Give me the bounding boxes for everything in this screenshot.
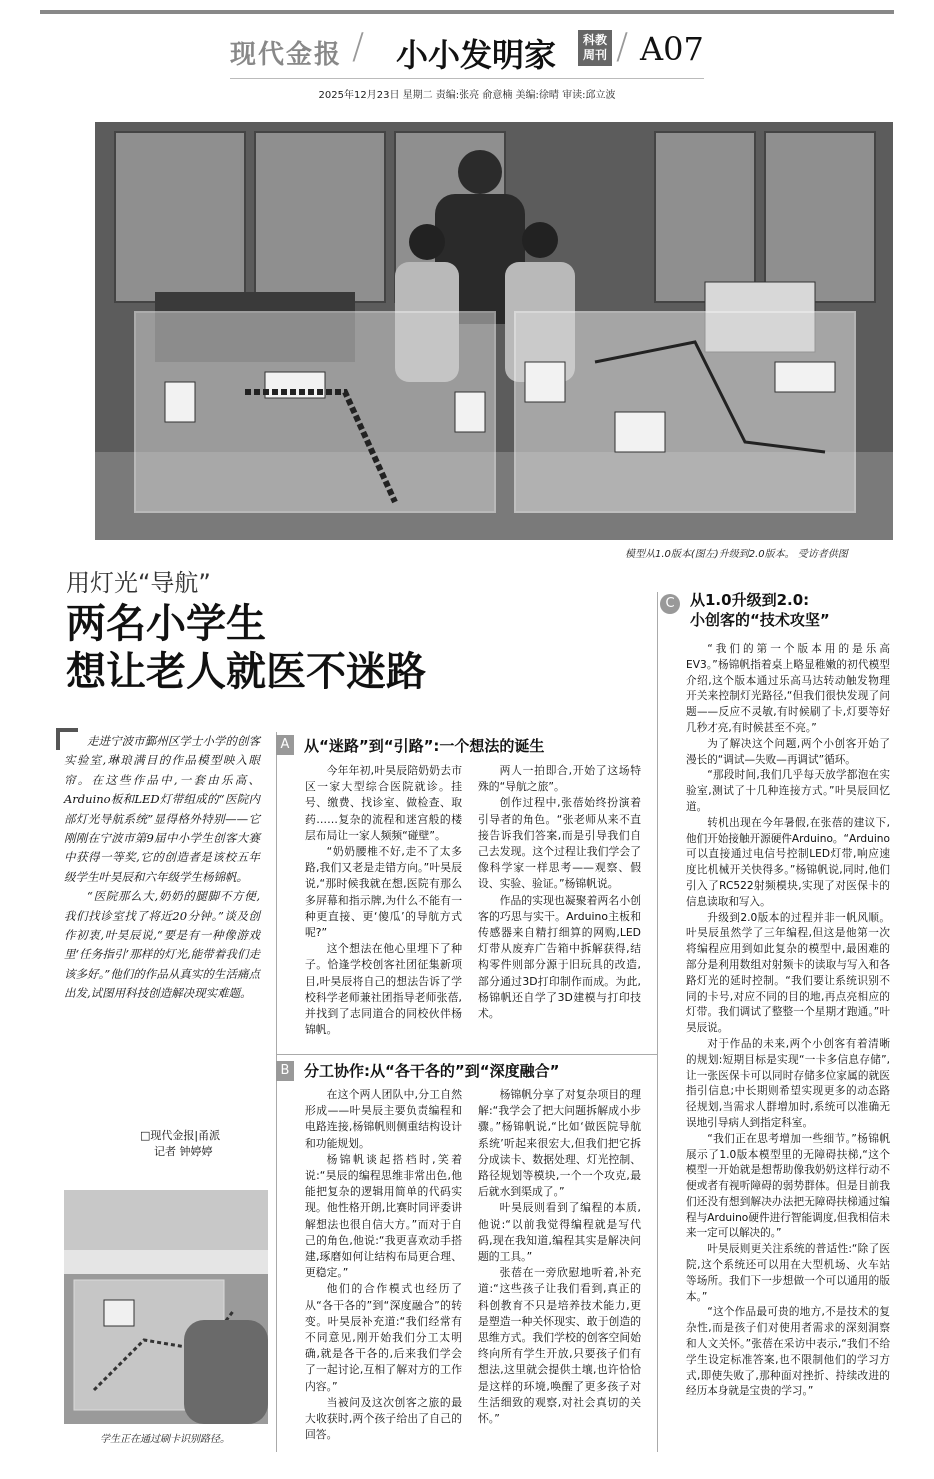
dateline: 2025年12月23日 星期二 责编:张亮 俞意楠 美编:徐晴 审读:邱立波 xyxy=(318,90,616,101)
byline-source: □现代金报|甬派 xyxy=(140,1129,221,1142)
lead-paragraph: 走进宁波市鄞州区学士小学的创客实验室,琳琅满目的作品模型映入眼帘。在这些作品中,一套由乐高、Arduino板和LED灯带组成的“医院内部灯光导航系统”显得格外特别——它刚刚在宁波市第9届中小学生创客大赛中获得一等奖,它的创造者是该校五年级学生叶昊辰和六年级学生杨锦帆。 xyxy=(64,734,260,884)
section-a-column-2: 两人一拍即合,开始了这场特殊的“导航之旅”。 创作过程中,张蓓始终扮演着引导者的角色。“张老师从来不直接告诉我们答案,而是引导我们自己去发现。这个过程让我们学会了像科学家一样思考——观察、假设、实验、验证。”杨锦帆说。 作品的实现也凝聚着两名小创客的巧思与实干。Arduino主板和传感器来自精打细算的网购,LED灯带从废弃广告箱中拆解获得,结构零件则部分源于旧玩具的改造,部分通过3D打印制作而成。为此,杨锦帆还自学了3D建模与打印技术。 xyxy=(478,764,641,1021)
section-badge: 科教 周刊 xyxy=(578,30,612,66)
section-b-column-2: 杨锦帆分享了对复杂项目的理解:“我学会了把大问题拆解成小步骤。”杨锦帆说,“比如‘做医院导航系统’听起来很宏大,但我们把它拆分成读卡、数据处理、灯光控制、路径规划等模块,一个一个攻克,最后就水到渠成了。” 叶昊辰则看到了编程的本质,他说:“以前我觉得编程就是写代码,现在我知道,编程其实是解决问题的工具。” 张蓓在一旁欣慰地听着,补充道:“这些孩子让我们看到,真正的科创教育不只是培养技术能力,更是塑造一种关怀现实、敢于创造的思维方式。我们学校的创客空间始终向所有学生开放,只要孩子们有想法,这里就会提供土壤,也许恰恰是这样的环境,唤醒了更多孩子对生活细致的观察,对社会真切的关怀。” xyxy=(478,1088,641,1426)
main-photo-illustration xyxy=(95,122,893,540)
lead-corner-mark xyxy=(56,728,78,750)
section-c-column: “我们的第一个版本用的是乐高EV3。”杨锦帆指着桌上略显稚嫩的初代模型介绍,这个版本通过乐高马达转动触发物理开关来控制灯光路径,“但我们很快发现了问题——反应不灵敏,有时候刷了卡,灯要等好几秒才亮,有时候甚至不亮。” 为了解决这个问题,两个小创客开始了漫长的“调试—失败—再调试”循环。 “那段时间,我们几乎每天放学都泡在实验室,测试了十几种连接方式。”叶昊辰回忆道。 转机出现在今年暑假,在张蓓的建议下,他们开始接触开源硬件Arduino。“Arduino可以直接通过电信号控制LED灯带,响应速度比机械开关快得多。”杨锦帆说,同时,他们引入了RC522射频模块,实现了对医保卡的信息读取和写入。 升级到2.0版本的过程并非一帆风顺。叶昊辰虽然学了三年编程,但这是他第一次将编程应用到如此复杂的模型中,最困难的部分是利用数组对射频卡的读取与写入和各路灯光的延时控制。“我们要让系统识别不同的卡号,对应不同的目的地,再点亮相应的灯带。我们调试了整整一个星期才跑通。”叶昊辰说。 对于作品的未来,两个小创客有着清晰的规划:短期目标是实现“一卡多信息存储”,让一张医保卡可以同时存储多位家属的就医指引信息;中长期则希望实现更多的动态路径规划,当需求人群增加时,系统可以准确无误地引导病人到指定科室。 “我们正在思考增加一些细节。”杨锦帆展示了1.0版本模型里的无障碍扶梯,“这个模型一开始就是想帮助像我奶奶这样行动不便或者有视听障碍的弱势群体。但是目前我们还没有想到解决办法把无障碍扶梯通过编程与Arduino硬件进行智能调度,但我相信未来一定可以解决的。” 叶昊辰则更关注系统的普适性:“除了医院,这个系统还可以用在大型机场、火车站等场所。我们下一步想做一个可以通用的版本。” “这个作品最可贵的地方,不是技术的复杂性,而是孩子们对使用者需求的深刻洞察和人文关怀。”张蓓在采访中表示,“我们不给学生设定标准答案,也不限制他们的学习方式,即使失败了,那种面对挫折、持续改进的经历本身就是宝贵的学习。” xyxy=(686,643,891,1398)
section-divider xyxy=(276,1054,657,1055)
section-a-column-1: 今年年初,叶昊辰陪奶奶去市区一家大型综合医院就诊。挂号、缴费、找诊室、做检查、取药……复杂的流程和迷宫般的楼层布局让一家人频频“碰壁”。 “奶奶腰椎不好,走不了太多路,我们又老是走错方向。”叶昊辰说,“那时候我就在想,医院有那么多屏幕和指示牌,为什么不能有一种更直接、更‘傻瓜’的导航方式呢?” 这个想法在他心里埋下了种子。恰逢学校创客社团征集新项目,叶昊辰将自己的想法告诉了学校科学老师兼社团指导老师张蓓,并找到了志同道合的同校伙伴杨锦帆。 xyxy=(305,764,462,1037)
lead-paragraphs xyxy=(64,732,260,1004)
kicker: 用灯光“导航” xyxy=(66,569,211,597)
section-b-column-1: 在这个两人团队中,分工自然形成——叶昊辰主要负责编程和电路连接,杨锦帆则侧重结构设计和功能规划。 杨锦帆谈起搭档时,笑着说:“昊辰的编程思维非常出色,他能把复杂的逻辑用简单的代码实现。他性格开朗,比赛时同评委讲解想法也很自信大方。”而对于自己的角色,他说:“我更喜欢动手搭建,琢磨如何让结构布局更合理、更稳定。” 他们的合作模式也经历了从“各干各的”到“深度融合”的转变。叶昊辰补充道:“我们经常有不同意见,刚开始我们分工太明确,就是各干各的,后来我们学会了一起讨论,互相了解对方的工作内容。” 当被问及这次创客之旅的最大收获时,两个孩子给出了自己的回答。 xyxy=(305,1088,462,1442)
section-c-marker: C xyxy=(660,594,680,614)
header-rule xyxy=(230,78,704,79)
byline-reporter: 记者 钟婷婷 xyxy=(154,1145,213,1158)
column-divider xyxy=(657,592,658,1452)
second-photo xyxy=(64,1190,268,1424)
section-a-title: 从“迷路”到“引路”:一个想法的诞生 xyxy=(304,737,545,755)
column-divider xyxy=(276,732,277,1452)
second-photo-illustration xyxy=(64,1190,268,1424)
paper-name: 现代金报 xyxy=(230,40,343,70)
lead-paragraph: “医院那么大,奶奶的腿脚不方便,我们找诊室找了将近20分钟。”谈及创作初衷,叶昊辰说,“要是有一种像游戏里‘任务指引’那样的灯光,能带着我们走该多好。”他们的作品从真实的生活痛点出发,试图用科技创造解决现实难题。 xyxy=(64,889,260,1001)
top-rule xyxy=(40,10,894,14)
main-photo-caption: 模型从1.0版本(图左)升级到2.0版本。 受访者供图 xyxy=(625,549,848,560)
section-a-marker: A xyxy=(276,735,294,755)
section-title: 小小发明家 xyxy=(396,36,557,74)
section-b-marker: B xyxy=(276,1061,294,1081)
section-c-title: 从1.0升级到2.0: 小创客的“技术攻坚” xyxy=(690,591,830,629)
headline-line-1: 两名小学生 xyxy=(66,601,266,647)
page-header xyxy=(0,20,934,76)
headline-line-2: 想让老人就医不迷路 xyxy=(66,649,426,695)
page-number: A07 xyxy=(640,30,704,68)
header-divider: / xyxy=(616,26,629,67)
second-photo-caption: 学生正在通过刷卡识别路径。 xyxy=(100,1434,230,1445)
header-divider: / xyxy=(352,26,365,67)
section-b-title: 分工协作:从“各干各的”到“深度融合” xyxy=(304,1062,560,1080)
byline xyxy=(140,1128,220,1160)
main-photo xyxy=(95,122,893,540)
